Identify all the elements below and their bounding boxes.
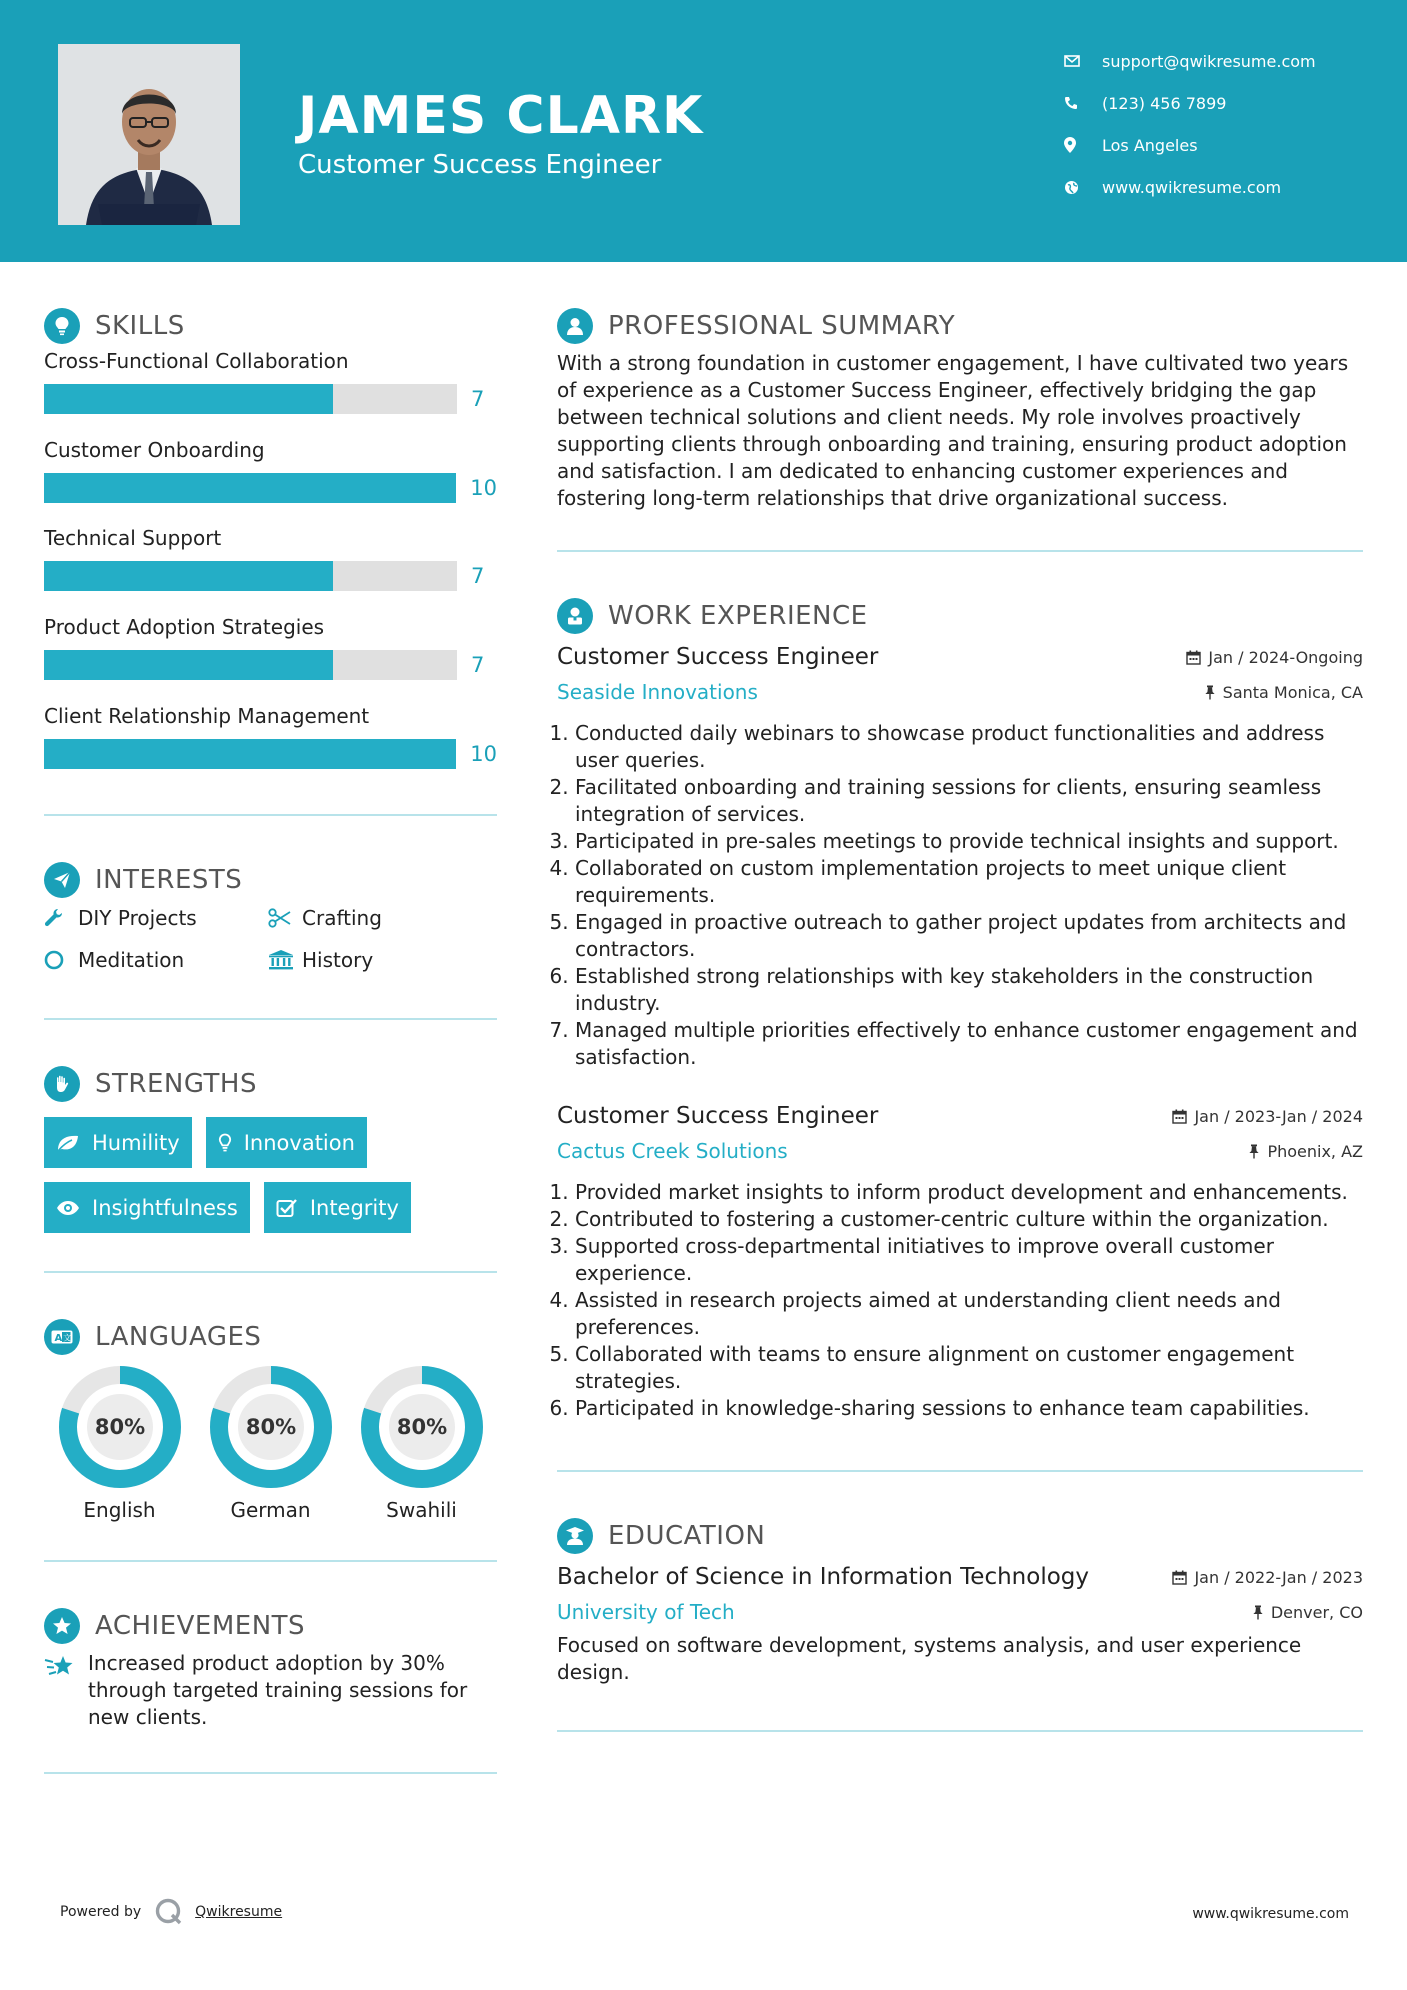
- strength-label: Innovation: [243, 1130, 355, 1155]
- star-badge-icon: [44, 1608, 80, 1644]
- interest-label: Crafting: [302, 906, 382, 930]
- job-dates-text: Jan / 2023-Jan / 2024: [1194, 1106, 1363, 1126]
- leaf-icon: [56, 1133, 80, 1153]
- language-name: English: [83, 1498, 156, 1522]
- company-name: Cactus Creek Solutions: [557, 1139, 788, 1163]
- skill-name: Cross-Functional Collaboration: [44, 349, 349, 373]
- strength-tag: [44, 1117, 192, 1168]
- graduate-icon: [557, 1518, 593, 1554]
- globe-icon: [1064, 180, 1102, 195]
- achievement-item: [44, 1650, 497, 1731]
- strengths-list: [44, 1117, 497, 1233]
- skill-value: 10: [470, 476, 497, 500]
- education-heading: EDUCATION: [608, 1521, 766, 1551]
- interest-item: [44, 948, 268, 972]
- candidate-name: JAMES CLARK: [298, 86, 704, 146]
- skill-bar-track: [44, 739, 456, 769]
- job-item: [557, 1099, 1363, 1422]
- job-bullet: 4. Assisted in research projects aimed at understanding client needs and preferences.: [575, 1287, 1363, 1341]
- pushpin-icon: [1204, 685, 1216, 700]
- divider: [44, 1560, 497, 1562]
- strengths-section: [44, 1064, 497, 1233]
- interest-item: [44, 906, 268, 930]
- hand-icon: [44, 1066, 80, 1102]
- footer-powered: [60, 1898, 282, 1926]
- footer-website[interactable]: www.qwikresume.com: [1192, 1906, 1349, 1922]
- education-heading-row: [557, 1516, 1363, 1556]
- job-bullet: 6. Participated in knowledge-sharing sessions to enhance team capabilities.: [575, 1395, 1363, 1422]
- map-pin-icon: [1064, 137, 1102, 153]
- education-location-text: Denver, CO: [1270, 1602, 1363, 1622]
- skill-value: 7: [471, 653, 485, 677]
- jobs-list: [557, 640, 1363, 1422]
- skills-heading-row: [44, 306, 497, 346]
- scissors-icon: [268, 908, 302, 928]
- skill-item: [44, 614, 497, 680]
- contact-phone[interactable]: [1064, 82, 1316, 124]
- job-bullet: 2. Facilitated onboarding and training sessions for clients, ensuring seamless integration of services.: [575, 774, 1363, 828]
- skills-heading: SKILLS: [95, 311, 185, 341]
- skill-name: Product Adoption Strategies: [44, 615, 325, 639]
- job-bullet: 3. Supported cross-departmental initiatives to improve overall customer experience.: [575, 1233, 1363, 1287]
- strength-label: Humility: [92, 1130, 180, 1155]
- qwikresume-logo-icon: [155, 1898, 183, 1926]
- strength-tag: [206, 1117, 367, 1168]
- language-item: [346, 1366, 497, 1522]
- skill-bar-track: [44, 561, 457, 591]
- achievement-text: Increased product adoption by 30% through targeted training sessions for new clients.: [88, 1651, 468, 1729]
- divider: [44, 1018, 497, 1020]
- skills-list: [44, 348, 497, 769]
- phone-icon: [1064, 96, 1102, 110]
- job-bullets: [557, 720, 1363, 1071]
- skills-section: [44, 306, 497, 769]
- job-location-text: Phoenix, AZ: [1267, 1141, 1363, 1161]
- skill-bar-row: [44, 650, 497, 680]
- interest-item: [268, 948, 488, 972]
- user-icon: [557, 308, 593, 344]
- degree-title: Bachelor of Science in Information Technology: [557, 1564, 1089, 1590]
- powered-by-text: Powered by: [60, 1904, 142, 1920]
- skill-bar-track: [44, 384, 457, 414]
- divider: [44, 1271, 497, 1273]
- job-bullet: 1. Conducted daily webinars to showcase product functionalities and address user queries.: [575, 720, 1363, 774]
- checkbox-icon: [276, 1198, 298, 1218]
- summary-heading: PROFESSIONAL SUMMARY: [608, 311, 956, 341]
- job-location: [1204, 683, 1363, 702]
- job-bullet: 5. Engaged in proactive outreach to gather project updates from architects and contractors.: [575, 909, 1363, 963]
- job-location-text: Santa Monica, CA: [1222, 682, 1363, 702]
- job-bullet: 7. Managed multiple priorities effectively to enhance customer engagement and satisfaction.: [575, 1017, 1363, 1071]
- job-dates: [1172, 1107, 1363, 1126]
- education-description: Focused on software development, systems analysis, and user experience design.: [557, 1633, 1302, 1684]
- svg-text:A: A: [54, 1333, 63, 1344]
- brand-link[interactable]: Qwikresume: [195, 1904, 283, 1920]
- language-percent: 80%: [94, 1415, 145, 1439]
- strength-label: Integrity: [309, 1195, 399, 1220]
- resume-header: [0, 0, 1407, 262]
- job-title: Customer Success Engineer: [557, 1103, 879, 1129]
- interest-label: DIY Projects: [78, 906, 197, 930]
- contact-phone-text: (123) 456 7899: [1102, 93, 1227, 113]
- lightbulb-icon: [218, 1133, 232, 1153]
- divider: [557, 1470, 1363, 1472]
- skill-bar-fill: [44, 561, 333, 591]
- skill-name: Customer Onboarding: [44, 438, 265, 462]
- languages-section: [44, 1317, 497, 1522]
- strength-tag: [264, 1182, 411, 1233]
- job-bullet: 3. Participated in pre-sales meetings to provide technical insights and support.: [575, 828, 1363, 855]
- languages-list: [44, 1366, 497, 1522]
- job-dates: [1186, 648, 1363, 667]
- languages-heading: LANGUAGES: [95, 1322, 262, 1352]
- school-name: University of Tech: [557, 1600, 735, 1624]
- achievements-heading: ACHIEVEMENTS: [95, 1611, 306, 1641]
- contact-list: [1064, 40, 1316, 208]
- lightbulb-icon: [44, 308, 80, 344]
- skill-item: [44, 525, 497, 591]
- interests-section: [44, 860, 497, 972]
- contact-website-text: www.qwikresume.com: [1102, 177, 1282, 197]
- skill-bar-fill: [44, 384, 333, 414]
- circle-icon: [44, 950, 78, 970]
- job-bullet: 4. Collaborated on custom implementation projects to meet unique client requirements.: [575, 855, 1363, 909]
- contact-location-text: Los Angeles: [1102, 135, 1198, 155]
- education-dates: [1172, 1568, 1363, 1587]
- interest-label: Meditation: [78, 948, 185, 972]
- language-donut: [59, 1366, 181, 1488]
- job-title: Customer Success Engineer: [557, 644, 879, 670]
- skill-value: 7: [471, 387, 485, 411]
- experience-heading-row: [557, 596, 1363, 636]
- eye-icon: [56, 1200, 80, 1216]
- language-donut: [210, 1366, 332, 1488]
- skill-bar-fill: [44, 473, 456, 503]
- briefcase-user-icon: [557, 598, 593, 634]
- language-name: German: [230, 1498, 311, 1522]
- candidate-title: Customer Success Engineer: [298, 150, 662, 180]
- interest-item: [268, 906, 488, 930]
- summary-heading-row: [557, 306, 1363, 346]
- calendar-icon: [1172, 1570, 1187, 1585]
- experience-heading: WORK EXPERIENCE: [608, 601, 868, 631]
- skill-name: Client Relationship Management: [44, 704, 370, 728]
- skill-value: 10: [470, 742, 497, 766]
- education-item: [557, 1560, 1363, 1686]
- languages-heading-row: [44, 1317, 497, 1357]
- right-column: [557, 262, 1363, 1732]
- skill-bar-row: [44, 561, 497, 591]
- divider: [44, 1772, 497, 1774]
- summary-section: [557, 306, 1363, 512]
- skill-bar-track: [44, 473, 456, 503]
- paper-plane-icon: [44, 862, 80, 898]
- language-donut: [361, 1366, 483, 1488]
- job-bullet: 6. Established strong relationships with key stakeholders in the construction industry.: [575, 963, 1363, 1017]
- job-location: [1248, 1142, 1363, 1161]
- interest-label: History: [302, 948, 374, 972]
- interests-heading-row: [44, 860, 497, 900]
- pushpin-icon: [1248, 1144, 1260, 1159]
- wrench-icon: [44, 908, 78, 928]
- job-bullets: [557, 1179, 1363, 1422]
- contact-location: [1064, 124, 1316, 166]
- envelope-icon: [1064, 55, 1102, 67]
- strength-tag: [44, 1182, 250, 1233]
- svg-text:文: 文: [63, 1333, 72, 1343]
- skill-bar-fill: [44, 739, 456, 769]
- achievements-heading-row: [44, 1606, 497, 1646]
- job-bullet: 2. Contributed to fostering a customer-centric culture within the organization.: [575, 1206, 1363, 1233]
- skill-bar-row: [44, 473, 497, 503]
- interests-heading: INTERESTS: [95, 865, 243, 895]
- skill-value: 7: [471, 564, 485, 588]
- skill-bar-row: [44, 739, 497, 769]
- calendar-icon: [1172, 1109, 1187, 1124]
- shooting-star-icon: [44, 1650, 88, 1731]
- skill-bar-row: [44, 384, 497, 414]
- museum-icon: [268, 950, 302, 970]
- strengths-heading-row: [44, 1064, 497, 1104]
- strength-label: Insightfulness: [92, 1195, 238, 1220]
- divider: [44, 814, 497, 816]
- left-column: [44, 262, 497, 1774]
- experience-section: [557, 596, 1363, 1422]
- pushpin-icon: [1252, 1605, 1264, 1620]
- skill-name: Technical Support: [44, 526, 222, 550]
- company-name: Seaside Innovations: [557, 680, 758, 704]
- language-percent: 80%: [245, 1415, 296, 1439]
- job-dates-text: Jan / 2024-Ongoing: [1208, 647, 1363, 667]
- strengths-heading: STRENGTHS: [95, 1069, 257, 1099]
- achievements-section: [44, 1606, 497, 1731]
- education-section: [557, 1516, 1363, 1686]
- education-dates-text: Jan / 2022-Jan / 2023: [1194, 1567, 1363, 1587]
- contact-email-text: support@qwikresume.com: [1102, 51, 1316, 71]
- summary-text: With a strong foundation in customer engagement, I have cultivated two years of experience as a Customer Success Engineer, effectively bridging the gap between technical solutions and client needs. My role involves proactively supporting clients through onboarding and training, ensuring product adoption and satisfaction. I am dedicated to enhancing customer experiences and fostering long-term relationships that drive organizational success.: [557, 351, 1349, 510]
- job-bullet: 5. Collaborated with teams to ensure alignment on customer engagement strategies.: [575, 1341, 1363, 1395]
- skill-bar-fill: [44, 650, 333, 680]
- language-item: [44, 1366, 195, 1522]
- interests-list: [44, 906, 497, 972]
- job-bullet: 1. Provided market insights to inform product development and enhancements.: [575, 1179, 1363, 1206]
- divider: [557, 1730, 1363, 1732]
- skill-item: [44, 703, 497, 769]
- divider: [557, 550, 1363, 552]
- language-icon: [44, 1319, 80, 1355]
- calendar-icon: [1186, 650, 1201, 665]
- skill-bar-track: [44, 650, 457, 680]
- education-location: [1252, 1603, 1363, 1622]
- skill-item: [44, 348, 497, 414]
- language-name: Swahili: [386, 1498, 457, 1522]
- language-percent: 80%: [396, 1415, 447, 1439]
- contact-website[interactable]: [1064, 166, 1316, 208]
- profile-photo: [58, 44, 240, 225]
- skill-item: [44, 437, 497, 503]
- job-item: [557, 640, 1363, 1071]
- language-item: [195, 1366, 346, 1522]
- contact-email[interactable]: [1064, 40, 1316, 82]
